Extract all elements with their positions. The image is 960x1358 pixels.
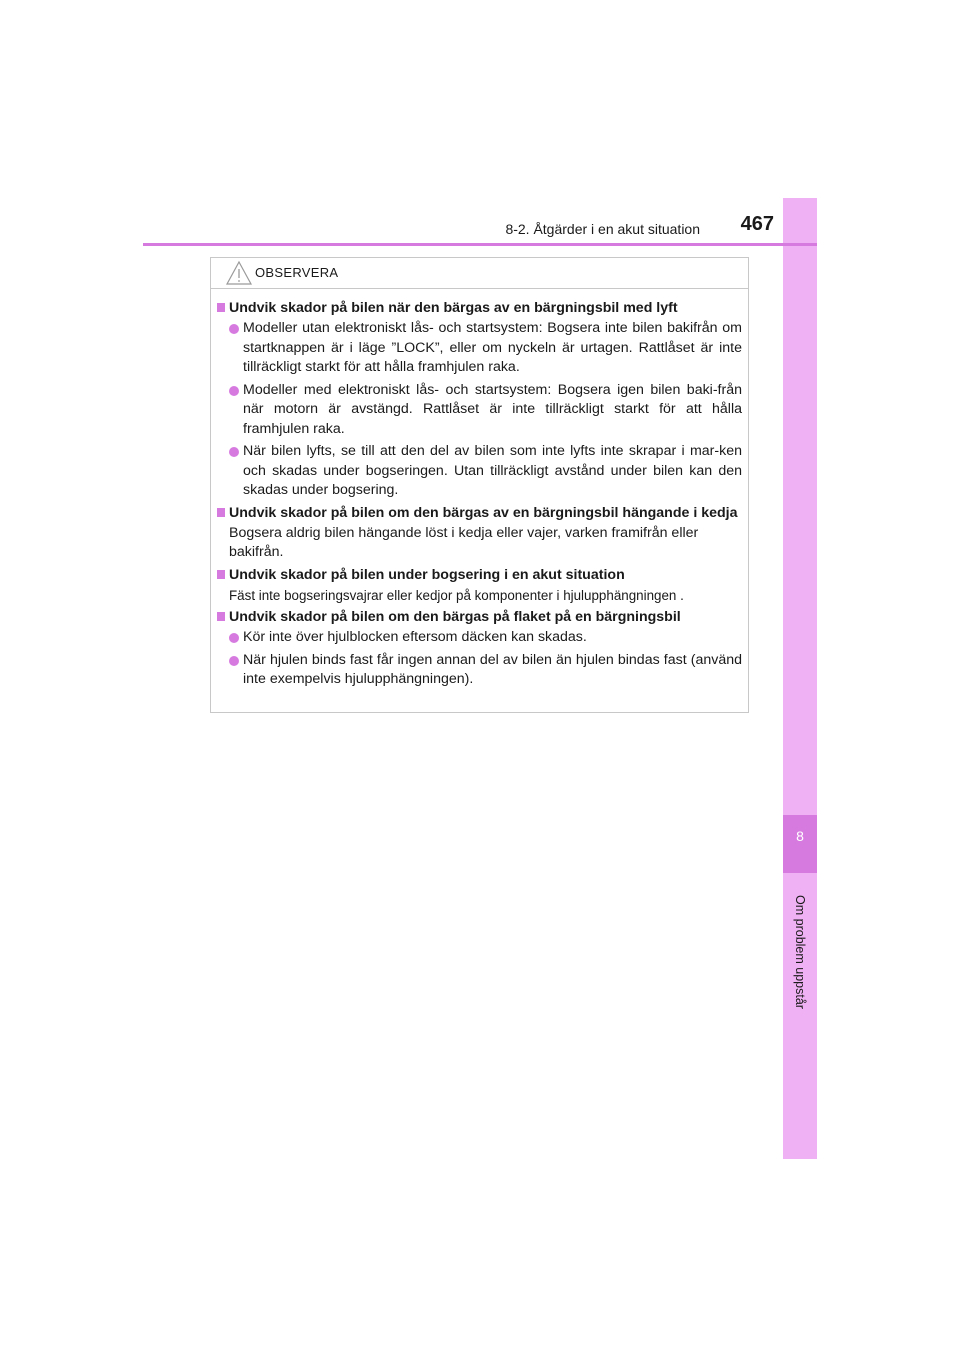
- list-item: [217, 651, 742, 690]
- warning-triangle-icon: [225, 260, 253, 286]
- round-bullet-icon: [229, 656, 239, 666]
- list-item-text: Modeller utan elektroniskt lås- och startsystem: Bogsera inte bilen bakifrån om startknappen är i läge ”LOCK”, eller om nyckeln är urtagen. Rattlåset är inte tillräckligt starkt för att hålla framhjulen raka.: [243, 320, 742, 375]
- list-item: [217, 319, 742, 378]
- list-item-text: Modeller med elektroniskt lås- och startsystem: Bogsera igen bilen baki-från när motorn är avstängd. Rattlåset är inte tillräckligt starkt för att hålla framhjulen raka.: [243, 381, 742, 437]
- section-heading-text: Undvik skador på bilen när den bärgas av en bärgningsbil med lyft: [229, 300, 678, 316]
- section-heading: [217, 299, 742, 317]
- section-heading-text: Undvik skador på bilen om den bärgas på flaket på en bärgningsbil: [229, 609, 681, 625]
- notice-section: [217, 299, 742, 501]
- list-item: [217, 381, 742, 440]
- square-bullet-icon: [217, 612, 225, 621]
- page-number: 467: [740, 213, 774, 235]
- section-heading: [217, 566, 742, 584]
- notice-header: [211, 258, 748, 289]
- square-bullet-icon: [217, 570, 225, 579]
- square-bullet-icon: [217, 303, 225, 312]
- chapter-number-tab: [783, 815, 817, 873]
- notice-section: [217, 608, 742, 690]
- list-item: [217, 442, 742, 501]
- section-heading-text: Undvik skador på bilen om den bärgas av en bärgningsbil hängande i kedja: [229, 504, 738, 521]
- list-item-text: När bilen lyfts, se till att den del av bilen som inte lyfts inte skrapar i mar-ken och skadas under bogseringen. Utan tillräckligt avstånd under bilen kan den skadas under bogsering.: [243, 443, 742, 498]
- section-heading: [217, 608, 742, 626]
- notice-box: [210, 257, 749, 713]
- section-text: Fäst inte bogseringsvajrar eller kedjor på komponenter i hjulupphängningen .: [229, 587, 684, 603]
- notice-body: [211, 289, 748, 690]
- list-item: [217, 628, 742, 648]
- section-heading-text: Undvik skador på bilen under bogsering i en akut situation: [229, 566, 625, 583]
- chapter-title: Om problem uppstår: [793, 895, 807, 1009]
- round-bullet-icon: [229, 324, 239, 334]
- list-item-text: När hjulen binds fast får ingen annan del av bilen än hjulen bindas fast (använd inte exempelvis hjulupphängningen).: [243, 651, 742, 687]
- square-bullet-icon: [217, 508, 225, 517]
- chapter-side-tab: [783, 198, 817, 1159]
- chapter-number: 8: [796, 828, 804, 844]
- section-heading: [217, 504, 742, 522]
- header-rule: [143, 243, 817, 246]
- list-item-text: Kör inte över hjulblocken eftersom däcken kan skadas.: [243, 629, 587, 645]
- round-bullet-icon: [229, 447, 239, 457]
- header-section-title: 8-2. Åtgärder i en akut situation: [505, 221, 700, 237]
- round-bullet-icon: [229, 386, 239, 396]
- notice-section: [217, 504, 742, 563]
- section-text: Bogsera aldrig bilen hängande löst i kedja eller vajer, varken framifrån eller bakifrån.: [229, 524, 699, 560]
- notice-label: OBSERVERA: [255, 265, 339, 280]
- round-bullet-icon: [229, 633, 239, 643]
- notice-section: [217, 566, 742, 606]
